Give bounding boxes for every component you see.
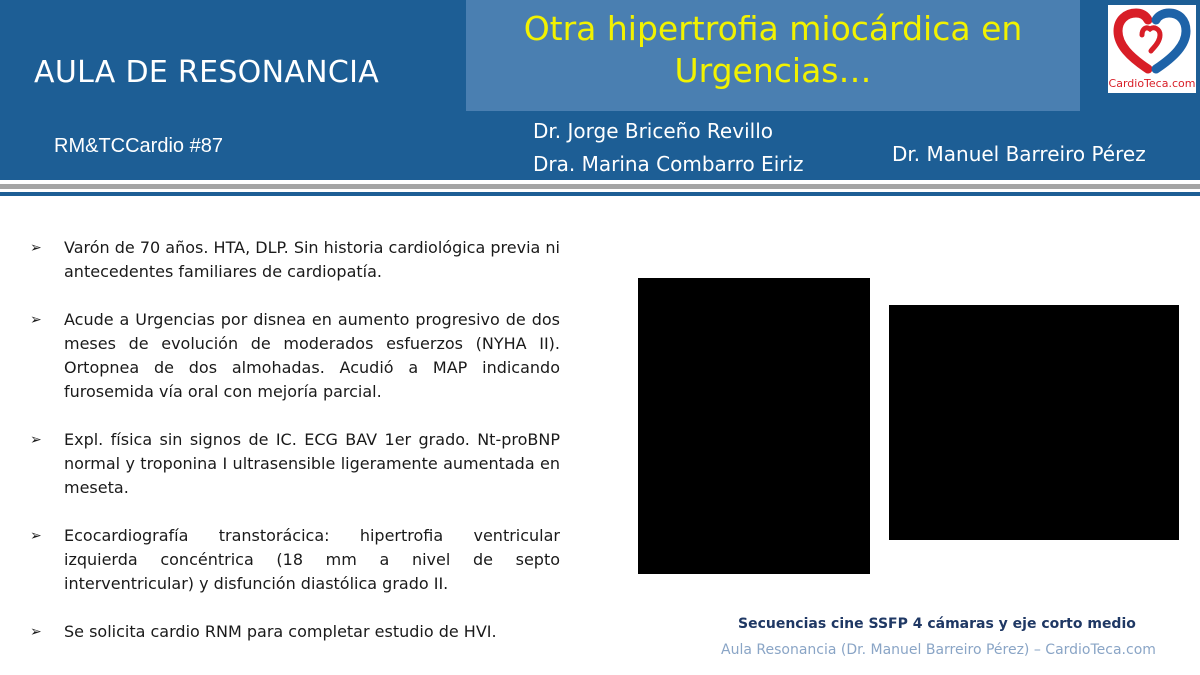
- bullet-text: Acude a Urgencias por disnea en aumento progresivo de dos meses de evolución de moderados esfuerzos (NYHA II). Ortopnea de dos almohadas. Acudió a MAP indicando furosemida vía oral con mejoría parcial.: [64, 310, 560, 401]
- course-title: AULA DE RESONANCIA: [34, 55, 380, 90]
- slide-title-line-1: Otra hipertrofia miocárdica en: [523, 9, 1023, 48]
- media-caption: Secuencias cine SSFP 4 cámaras y eje corto medio: [738, 616, 1136, 632]
- logo-text: CardioTeca.com: [1108, 77, 1196, 90]
- arrow-bullet-icon: ➢: [30, 240, 42, 256]
- list-item: [30, 428, 560, 500]
- arrow-bullet-icon: ➢: [30, 432, 42, 448]
- bullet-text: Expl. física sin signos de IC. ECG BAV 1er grado. Nt-proBNP normal y troponina I ultrasensible ligeramente aumentada en meseta.: [64, 430, 560, 497]
- slide-footer: Aula Resonancia (Dr. Manuel Barreiro Pérez) – CardioTeca.com: [721, 642, 1156, 658]
- list-item: [30, 524, 560, 596]
- bullet-text: Varón de 70 años. HTA, DLP. Sin historia cardiológica previa ni antecedentes familiares de cardiopatía.: [64, 238, 560, 281]
- bullet-text: Ecocardiografía transtorácica: hipertrofia ventricular izquierda concéntrica (18 mm a nivel de septo interventricular) y disfunción diastólica grado II.: [64, 526, 560, 593]
- list-item: [30, 620, 560, 644]
- heart-logo-icon: [1108, 5, 1196, 77]
- arrow-bullet-icon: ➢: [30, 312, 42, 328]
- list-item: [30, 236, 560, 284]
- bullet-text: Se solicita cardio RNM para completar estudio de HVI.: [64, 622, 497, 641]
- header-divider-blue: [0, 192, 1200, 196]
- case-bullet-list: [30, 236, 560, 668]
- arrow-bullet-icon: ➢: [30, 528, 42, 544]
- author-1: Dr. Jorge Briceño Revillo: [533, 119, 773, 143]
- cine-video-4-chamber[interactable]: [638, 278, 870, 574]
- title-box: [466, 0, 1080, 111]
- episode-label: RM&TCCardio #87: [54, 135, 223, 157]
- cine-video-short-axis[interactable]: [889, 305, 1179, 540]
- arrow-bullet-icon: ➢: [30, 624, 42, 640]
- cardioteca-logo: [1108, 5, 1196, 93]
- header-divider-gray: [0, 184, 1200, 189]
- slide-header: [0, 0, 1200, 180]
- slide-title-line-2: Urgencias…: [674, 51, 872, 90]
- list-item: [30, 308, 560, 404]
- author-3: Dr. Manuel Barreiro Pérez: [892, 142, 1146, 166]
- slide-title: [466, 8, 1080, 92]
- author-2: Dra. Marina Combarro Eiriz: [533, 152, 804, 176]
